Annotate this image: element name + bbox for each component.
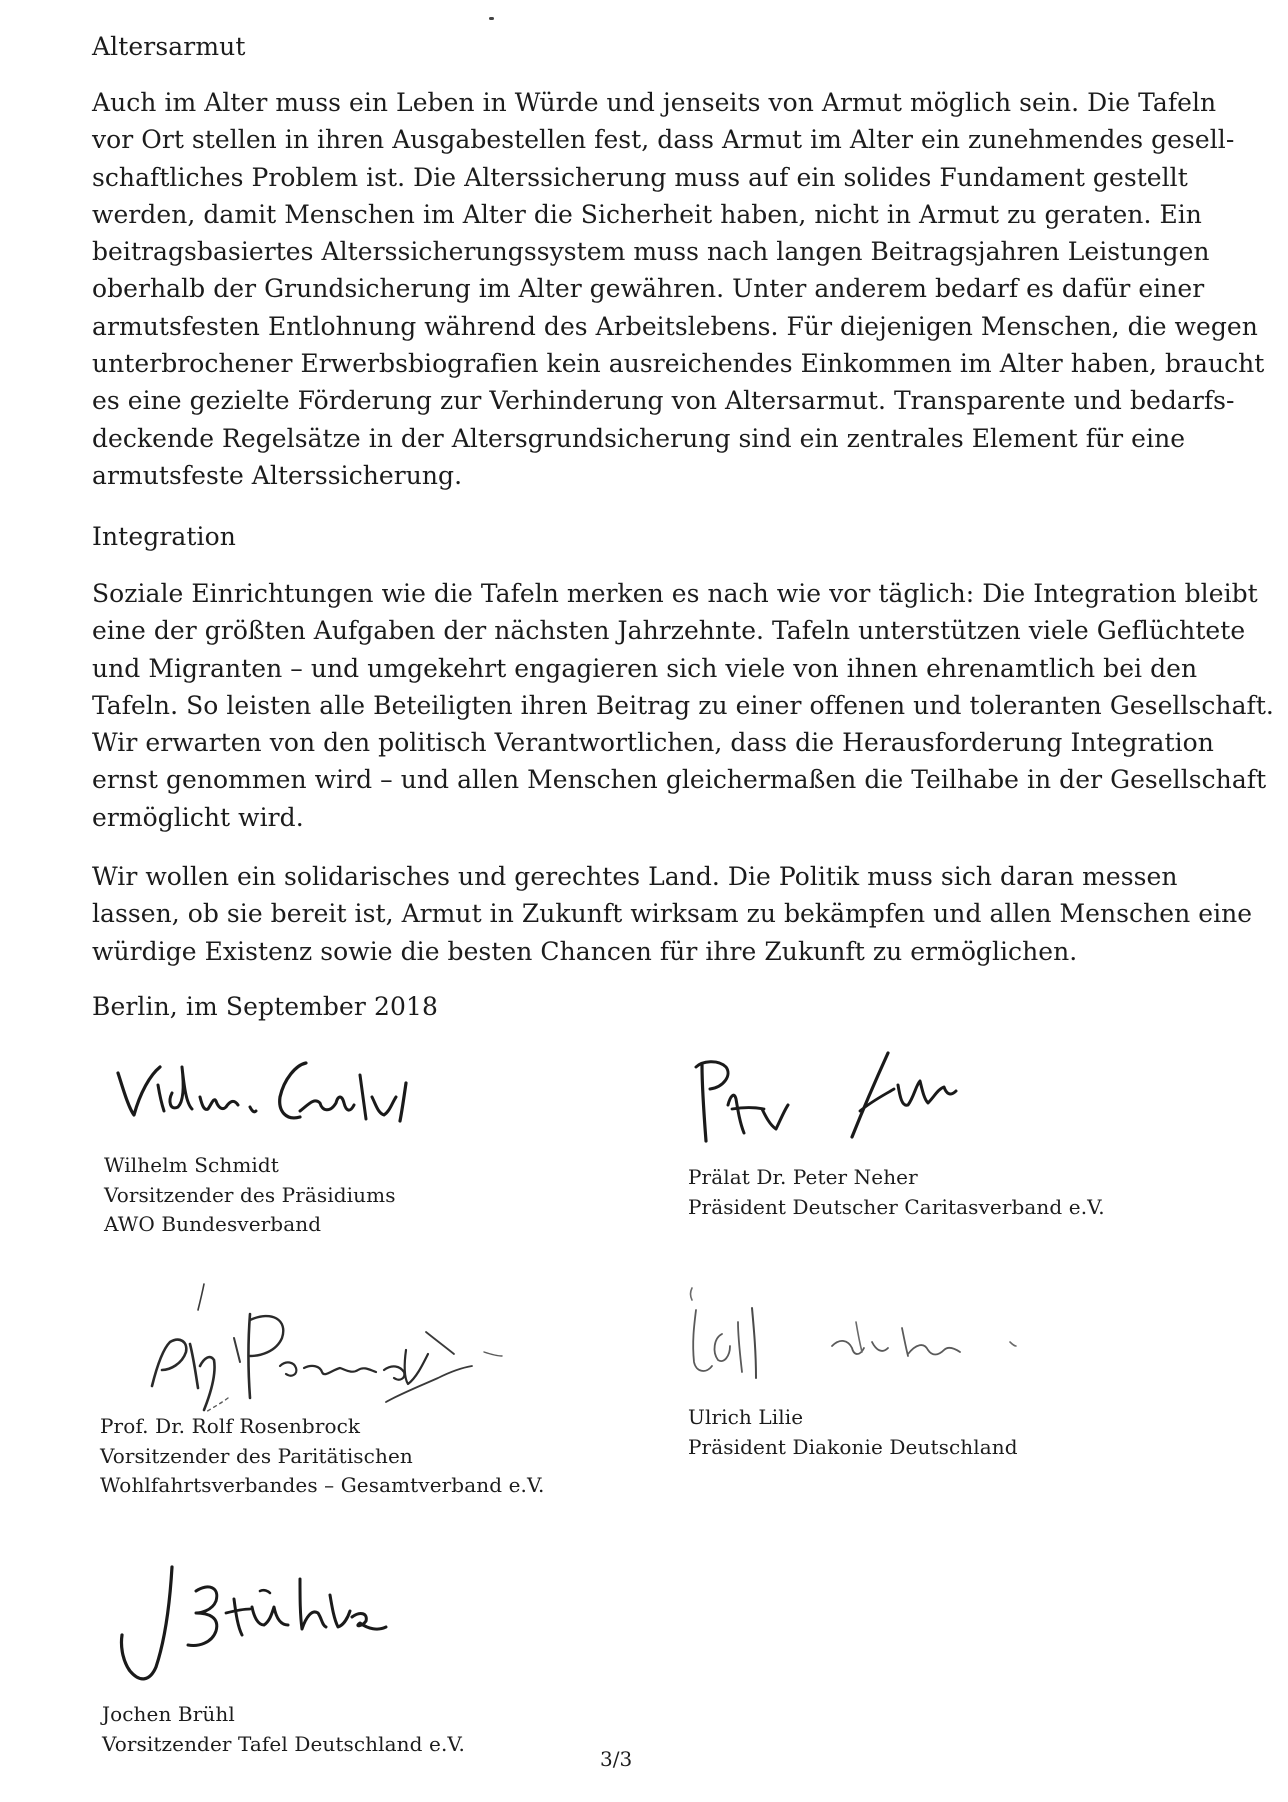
signer-block-rosenbrock [100,1412,544,1501]
section-heading-integration: Integration [92,522,236,551]
text-line: armutsfesten Entlohnung während des Arbeitslebens. Für diejenigen Menschen, die wegen [92,311,1258,341]
signer-block-bruehl [102,1700,465,1759]
text-line: es eine gezielte Förderung zur Verhinderung von Altersarmut. Transparente und bedarfs- [92,386,1235,416]
text-line: Soziale Einrichtungen wie die Tafeln merken es nach wie vor täglich: Die Integration bleibt [92,579,1258,608]
signer-block-schmidt [104,1151,396,1240]
text-line: schaftliches Problem ist. Die Alterssicherung muss auf ein solides Fundament gestellt [92,162,1188,192]
text-line: oberhalb der Grundsicherung im Alter gewähren. Unter anderem bedarf es dafür einer [92,274,1205,304]
signer-name: Ulrich Lilie [688,1405,804,1429]
text-line: eine der größten Aufgaben der nächsten Jahrzehnte. Tafeln unterstützen viele Geflüchtete [92,616,1246,646]
signature-ulrich-lilie [676,1282,1056,1402]
place-date: Berlin, im September 2018 [92,992,439,1021]
signer-name: Prof. Dr. Rolf Rosenbrock [100,1414,361,1438]
signature-jochen-bruehl [104,1555,424,1695]
text-line: ernst genommen wird – und allen Menschen gleichermaßen die Teilhabe in der Gesellschaft [92,765,1267,795]
signature-wilhelm-schmidt [110,1045,430,1145]
text-line: ermöglicht wird. [92,802,304,832]
text-line: würdige Existenz sowie die besten Chancen für ihre Zukunft zu ermöglichen. [92,936,1078,966]
signer-role: Präsident Deutscher Caritasverband e.V. [688,1194,1105,1219]
signature-peter-neher [688,1045,1008,1155]
text-line: unterbrochener Erwerbsbiografien kein ausreichendes Einkommen im Alter haben, braucht [92,349,1265,379]
text-line: lassen, ob sie bereit ist, Armut in Zukunft wirksam zu bekämpfen und allen Menschen eine [92,899,1253,929]
signer-name: Wilhelm Schmidt [104,1153,279,1177]
text-line: vor Ort stellen in ihren Ausgabestellen fest, dass Armut im Alter ein zunehmendes gesell- [92,125,1235,155]
signer-org: AWO Bundesverband [104,1212,322,1236]
section-heading-altersarmut: Altersarmut [92,32,246,61]
signer-block-lilie [688,1403,1018,1462]
text-line: deckende Regelsätze in der Altersgrundsicherung sind ein zentrales Element für eine [92,423,1186,453]
signer-role: Präsident Diakonie Deutschland [688,1434,1018,1459]
signer-name: Jochen Brühl [102,1702,235,1726]
text-line: beitragsbasiertes Alterssicherungssystem muss nach langen Beitragsjahren Leistungen [92,237,1210,267]
paragraph-integration [92,575,1274,836]
signer-org: Wohlfahrtsverbandes – Gesamtverband e.V. [100,1473,545,1497]
text-line: Tafeln. So leisten alle Beteiligten ihren Beitrag zu einer offenen und toleranten Gesellschaft. [92,690,1274,720]
page-number: 3/3 [600,1747,633,1771]
text-line: Auch im Alter muss ein Leben in Würde und jenseits von Armut möglich sein. Die Tafeln [92,88,1217,117]
signer-role: Vorsitzender des Präsidiums [104,1182,396,1207]
text-line: Wir erwarten von den politisch Verantwortlichen, dass die Herausforderung Integration [92,728,1214,758]
signer-block-neher [688,1163,1105,1222]
signer-role: Vorsitzender des Paritätischen [100,1443,413,1468]
scan-speck [489,17,494,20]
signer-role: Vorsitzender Tafel Deutschland e.V. [102,1731,465,1756]
text-line: werden, damit Menschen im Alter die Sicherheit haben, nicht in Armut zu geraten. Ein [92,199,1202,229]
paragraph-altersarmut [92,84,1265,494]
text-line: und Migranten – und umgekehrt engagieren sich viele von ihnen ehrenamtlich bei den [92,653,1198,683]
paragraph-closing [92,858,1253,970]
text-line: Wir wollen ein solidarisches und gerechtes Land. Die Politik muss sich daran messen [92,862,1178,891]
signer-name: Prälat Dr. Peter Neher [688,1165,918,1189]
signature-rolf-rosenbrock [100,1280,520,1420]
text-line: armutsfeste Alterssicherung. [92,460,463,490]
